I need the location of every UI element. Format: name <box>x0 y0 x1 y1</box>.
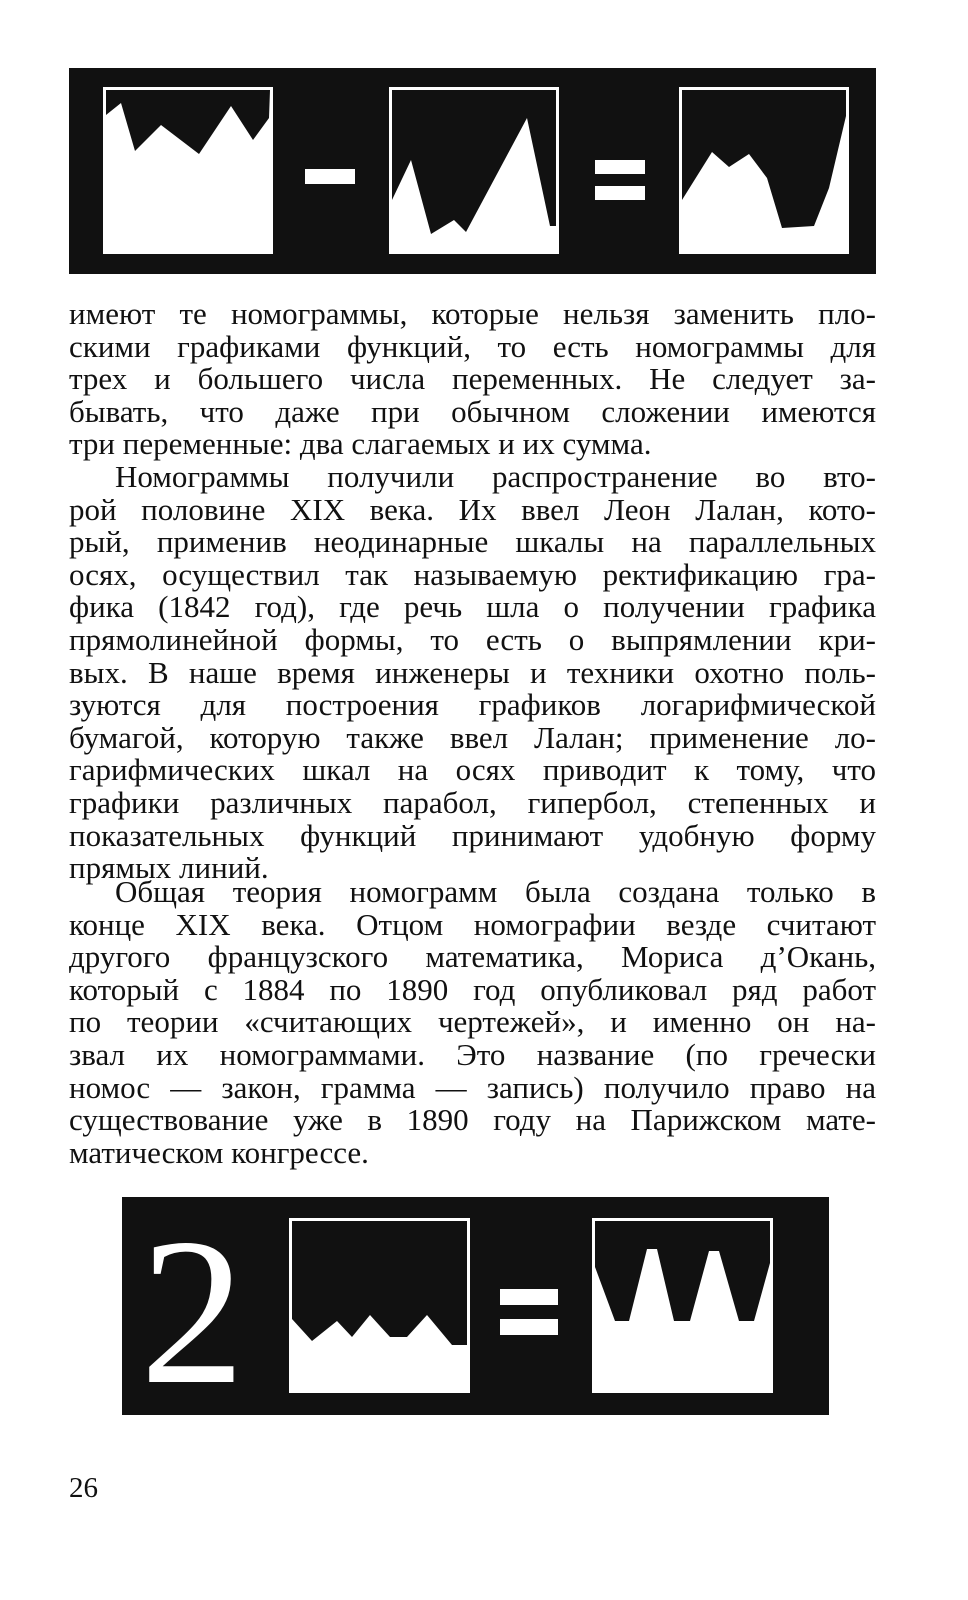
text-line: показательных функций принимают удобную форму <box>69 817 876 853</box>
text-line: Общая теория номограмм была создана только в <box>115 874 876 909</box>
minus-sign <box>305 169 355 184</box>
top-illustration <box>69 68 876 274</box>
graph-panel-subtrahend <box>389 87 559 254</box>
graph-panel-doubled <box>592 1218 773 1393</box>
equals-sign-text: = <box>529 1197 530 1198</box>
text-line: матическом конгрессе. <box>69 1134 369 1170</box>
paragraph-2 <box>69 461 876 885</box>
text-line: другого французского математика, Мориса д’Окань, <box>69 939 876 975</box>
minus-sign-text: - <box>330 68 331 69</box>
paragraph-1 <box>69 298 876 461</box>
multiplier-digit: 2 <box>140 1197 245 1415</box>
text-line: рой половине XIX века. Их ввел Леон Лалан, кото- <box>69 491 876 527</box>
text-line: номос — закон, грамма — запись) получило право на <box>69 1069 876 1105</box>
text-line: осях, осуществил так называемую ректификацию гра- <box>69 556 876 592</box>
text-line: Номограммы получили распространение во вто- <box>115 459 876 494</box>
graph-doubling-illustration <box>122 1197 829 1415</box>
text-line: звал их номограммами. Это название (по гречески <box>69 1036 876 1072</box>
text-line: рый, применив неодинарные шкалы на параллельных <box>69 524 876 560</box>
bottom-illustration <box>122 1197 829 1415</box>
equals-sign <box>500 1289 558 1335</box>
text-line: вых. В наше время инженеры и техники охотно поль- <box>69 654 876 690</box>
text-line: графики различных парабол, гипербол, степенных и <box>69 784 876 820</box>
text-line: бывать, что даже при обычном сложении имеются <box>69 393 876 429</box>
text-line: зуются для построения графиков логарифмической <box>69 687 876 723</box>
text-line: скими графиками функций, то есть номограммы для <box>69 328 876 364</box>
text-line: конце XIX века. Отцом номографии везде считают <box>69 906 876 942</box>
text-line: прямых линий. <box>69 850 269 886</box>
text-line: трех и большего числа переменных. Не следует за- <box>69 361 876 397</box>
text-line: по теории «считающих чертежей», и именно он на- <box>69 1004 876 1040</box>
text-line: прямолинейной формы, то есть о выпрямлении кри- <box>69 621 876 657</box>
equals-sign-text: = <box>620 68 621 69</box>
text-line: существование уже в 1890 году на Парижском мате- <box>69 1102 876 1138</box>
text-line: который с 1884 по 1890 год опубликовал ряд работ <box>69 971 876 1007</box>
graph-panel-minuend <box>103 87 273 254</box>
graph-subtraction-illustration <box>69 68 876 274</box>
graph-panel-difference <box>679 87 849 254</box>
text-line: фика (1842 год), где речь шла о получении графика <box>69 589 876 625</box>
text-line: бумагой, которую также ввел Лалан; применение ло- <box>69 719 876 755</box>
paragraph-3 <box>69 876 876 1169</box>
page-number: 26 <box>69 1472 98 1504</box>
equals-sign <box>595 160 645 200</box>
text-line: имеют те номограммы, которые нельзя заменить пло- <box>69 296 876 331</box>
text-line: гарифмических шкал на осях приводит к тому, что <box>69 752 876 788</box>
text-line: три переменные: два слагаемых и их сумма. <box>69 426 652 462</box>
graph-panel-single <box>289 1218 470 1393</box>
